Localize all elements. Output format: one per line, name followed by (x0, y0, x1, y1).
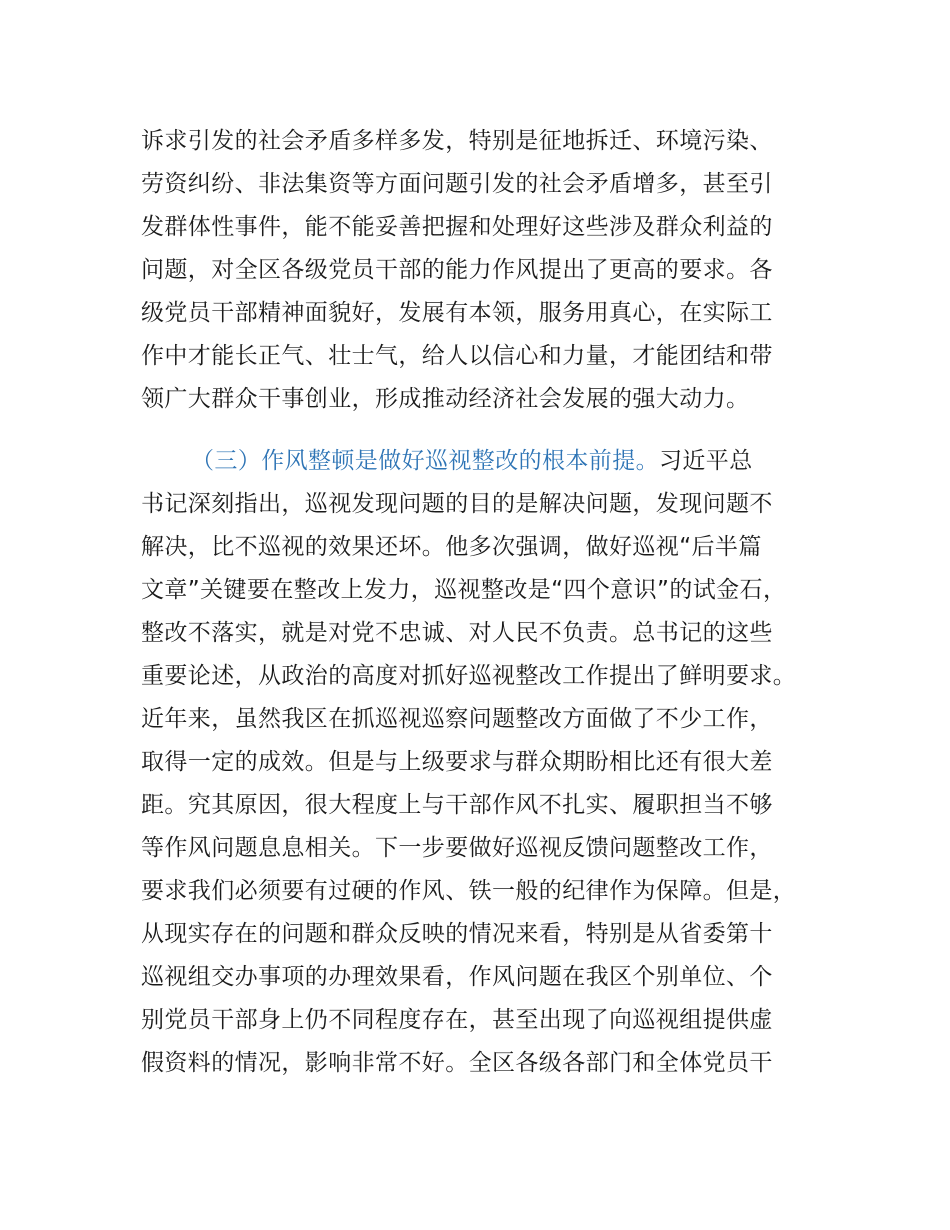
text-line: 等作风问题息息相关。下一步要做好巡视反馈问题整改工作， (141, 835, 773, 861)
paragraph-first-line (141, 440, 841, 483)
text-line: 巡视组交办事项的办理效果看，作风问题在我区个别单位、个 (141, 964, 773, 990)
text-line: 领广大群众干事创业，形成推动经济社会发展的强大动力。 (141, 386, 750, 412)
text-line: 问题，对全区各级党员干部的能力作风提出了更高的要求。各 (141, 257, 773, 283)
text-line: 距。究其原因，很大程度上与干部作风不扎实、履职担当不够 (141, 792, 773, 818)
text-line: 别党员干部身上仍不同程度存在，甚至出现了向巡视组提供虚 (141, 1007, 773, 1033)
paragraph-2 (141, 440, 841, 1085)
text-line: 书记深刻指出，巡视发现问题的目的是解决问题，发现问题不 (141, 491, 773, 517)
text-line: 假资料的情况，影响非常不好。全区各级各部门和全体党员干 (141, 1050, 773, 1076)
text-line: 整改不落实，就是对党不忠诚、对人民不负责。总书记的这些 (141, 620, 773, 646)
text-line: 文章”关键要在整改上发力，巡视整改是“四个意识”的试金石， (141, 577, 787, 603)
text-line: 作中才能长正气、壮士气，给人以信心和力量，才能团结和带 (141, 343, 773, 369)
text-line: 近年来，虽然我区在抓巡视巡察问题整改方面做了不少工作， (141, 706, 773, 732)
text-line: 取得一定的成效。但是与上级要求与群众期盼相比还有很大差 (141, 749, 773, 775)
section-heading: （三）作风整顿是做好巡视整改的根本前提。 (191, 448, 659, 474)
text-line: 从现实存在的问题和群众反映的情况来看，特别是从省委第十 (141, 921, 773, 947)
heading-continuation: 习近平总 (659, 448, 753, 474)
text-line: 重要论述，从政治的高度对抓好巡视整改工作提出了鲜明要求。 (141, 663, 797, 689)
text-line: 要求我们必须要有过硬的作风、铁一般的纪律作为保障。但是， (141, 878, 797, 904)
text-line: 级党员干部精神面貌好，发展有本领，服务用真心，在实际工 (141, 300, 773, 326)
paragraph-1 (141, 120, 841, 421)
text-line: 劳资纠纷、非法集资等方面问题引发的社会矛盾增多，甚至引 (141, 171, 773, 197)
text-line: 解决，比不巡视的效果还坏。他多次强调，做好巡视“后半篇 (141, 534, 762, 560)
text-line: 诉求引发的社会矛盾多样多发，特别是征地拆迁、环境污染、 (141, 128, 773, 154)
text-line: 发群体性事件，能不能妥善把握和处理好这些涉及群众利益的 (141, 214, 773, 240)
